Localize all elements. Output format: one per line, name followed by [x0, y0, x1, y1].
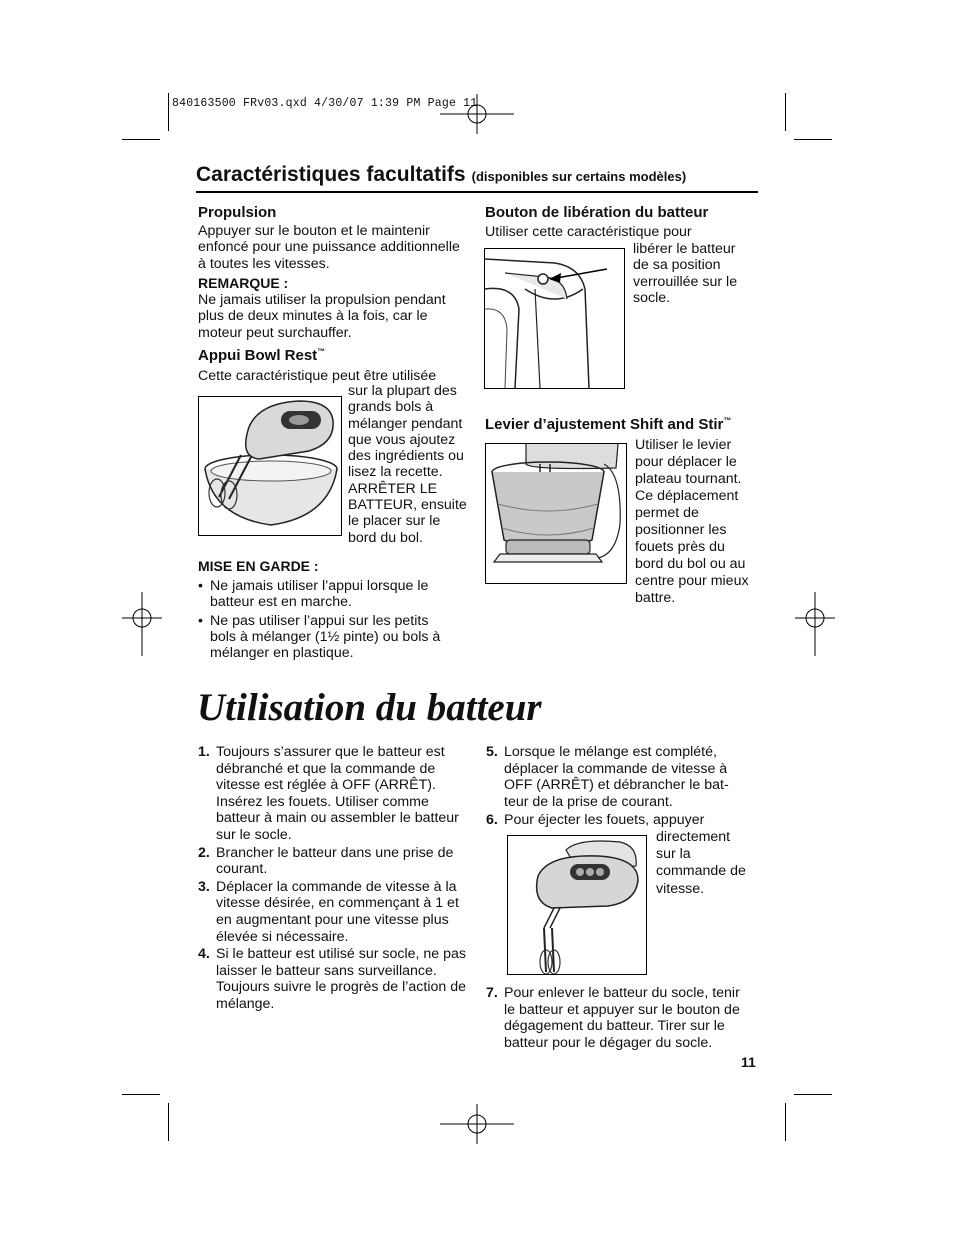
release-button-illustration [484, 248, 625, 389]
section-title [196, 163, 686, 187]
bowl-rest-heading: Appui Bowl Rest™ [198, 347, 326, 364]
release-intro: Utiliser cette caractéristique pour [485, 224, 692, 240]
shift-stir-side-text: Utiliser le levier pour déplacer le plateau tournant. Ce déplacement permet de positionner les fouets près du bord du bol ou au centre pour mieux battre. [635, 437, 749, 606]
step-6-side-text: directement sur la commande de vitesse. [656, 829, 746, 897]
release-side-text: libérer le batteur de sa position verrouillée sur le socle. [633, 241, 738, 306]
step-item: 4. Si le batteur est utilisé sur socle, ne pas laisser le batteur sans surveillance. Toujours suivre le progrès de l’action de mélange. [198, 946, 466, 1012]
section-title-main: Caractéristiques facultatifs [196, 163, 466, 186]
section-rule [196, 191, 758, 193]
caution-item: • Ne jamais utiliser l’appui lorsque le batteur est en marche. [198, 578, 446, 611]
registration-mark-left [122, 592, 162, 656]
bowl-rest-illustration [198, 396, 342, 536]
caution-item: • Ne pas utiliser l’appui sur les petits bols à mélanger (1½ pinte) ou bols à mélanger en plastique. [198, 613, 446, 662]
registration-mark-top [440, 94, 514, 134]
shift-stir-illustration [485, 443, 627, 584]
usage-steps-left [198, 744, 468, 1013]
step-item: 5. Lorsque le mélange est complété, déplacer la commande de vitesse à OFF (ARRÊT) et débrancher le batteur de la prise de courant. [486, 744, 729, 810]
page-number: 11 [741, 1054, 756, 1070]
step-item: 7. Pour enlever le batteur du socle, tenir le batteur et appuyer sur le bouton de dégagement du batteur. Tirer sur le batteur pour le dégager du socle. [486, 985, 740, 1051]
release-heading: Bouton de libération du batteur [485, 204, 709, 221]
step-item: 1. Toujours s’assurer que le batteur est débranché et que la commande de vitesse est réglée à OFF (ARRÊT). Insérez les fouets. Utiliser comme batteur à main ou assembler le batteur sur le socle. [198, 744, 459, 843]
propulsion-note-body: Ne jamais utiliser la propulsion pendant plus de deux minutes à la fois, car le moteur peut surchauffer. [198, 292, 446, 341]
propulsion-body: Appuyer sur le bouton et le maintenir enfoncé pour une puissance additionnelle à toutes les vitesses. [198, 223, 460, 272]
caution-list [198, 578, 446, 663]
usage-step-7 [486, 985, 748, 1051]
propulsion-note-label: REMARQUE : [198, 275, 289, 291]
eject-beaters-illustration [507, 835, 647, 975]
shift-stir-heading: Levier d’ajustement Shift and Stir™ [485, 416, 732, 433]
caution-label: MISE EN GARDE : [198, 558, 319, 574]
registration-mark-bottom [440, 1104, 514, 1144]
usage-title: Utilisation du batteur [197, 686, 542, 729]
bowl-rest-intro: Cette caractéristique peut être utilisée [198, 368, 437, 384]
printer-slug: 840163500 FRv03.qxd 4/30/07 1:39 PM Page 11 [172, 97, 478, 110]
step-item: 6. Pour éjecter les fouets, appuyer [486, 812, 705, 828]
usage-step-6 [486, 812, 748, 829]
registration-mark-right [795, 592, 835, 656]
step-item: 2. Brancher le batteur dans une prise de courant. [198, 844, 454, 878]
bowl-rest-side-text: sur la plupart des grands bols à mélanger pendant que vous ajoutez des ingrédients ou lisez la recette. ARRÊTER LE BATTEUR, ensuite le placer sur le bord du bol. [348, 383, 467, 546]
step-item: 3. Déplacer la commande de vitesse à la vitesse désirée, en commençant à 1 et en augmentant pour une vitesse plus élevée si nécessaire. [198, 878, 459, 945]
propulsion-heading: Propulsion [198, 204, 277, 221]
usage-step-5 [486, 744, 748, 810]
section-subtitle: (disponibles sur certains modèles) [471, 169, 687, 184]
